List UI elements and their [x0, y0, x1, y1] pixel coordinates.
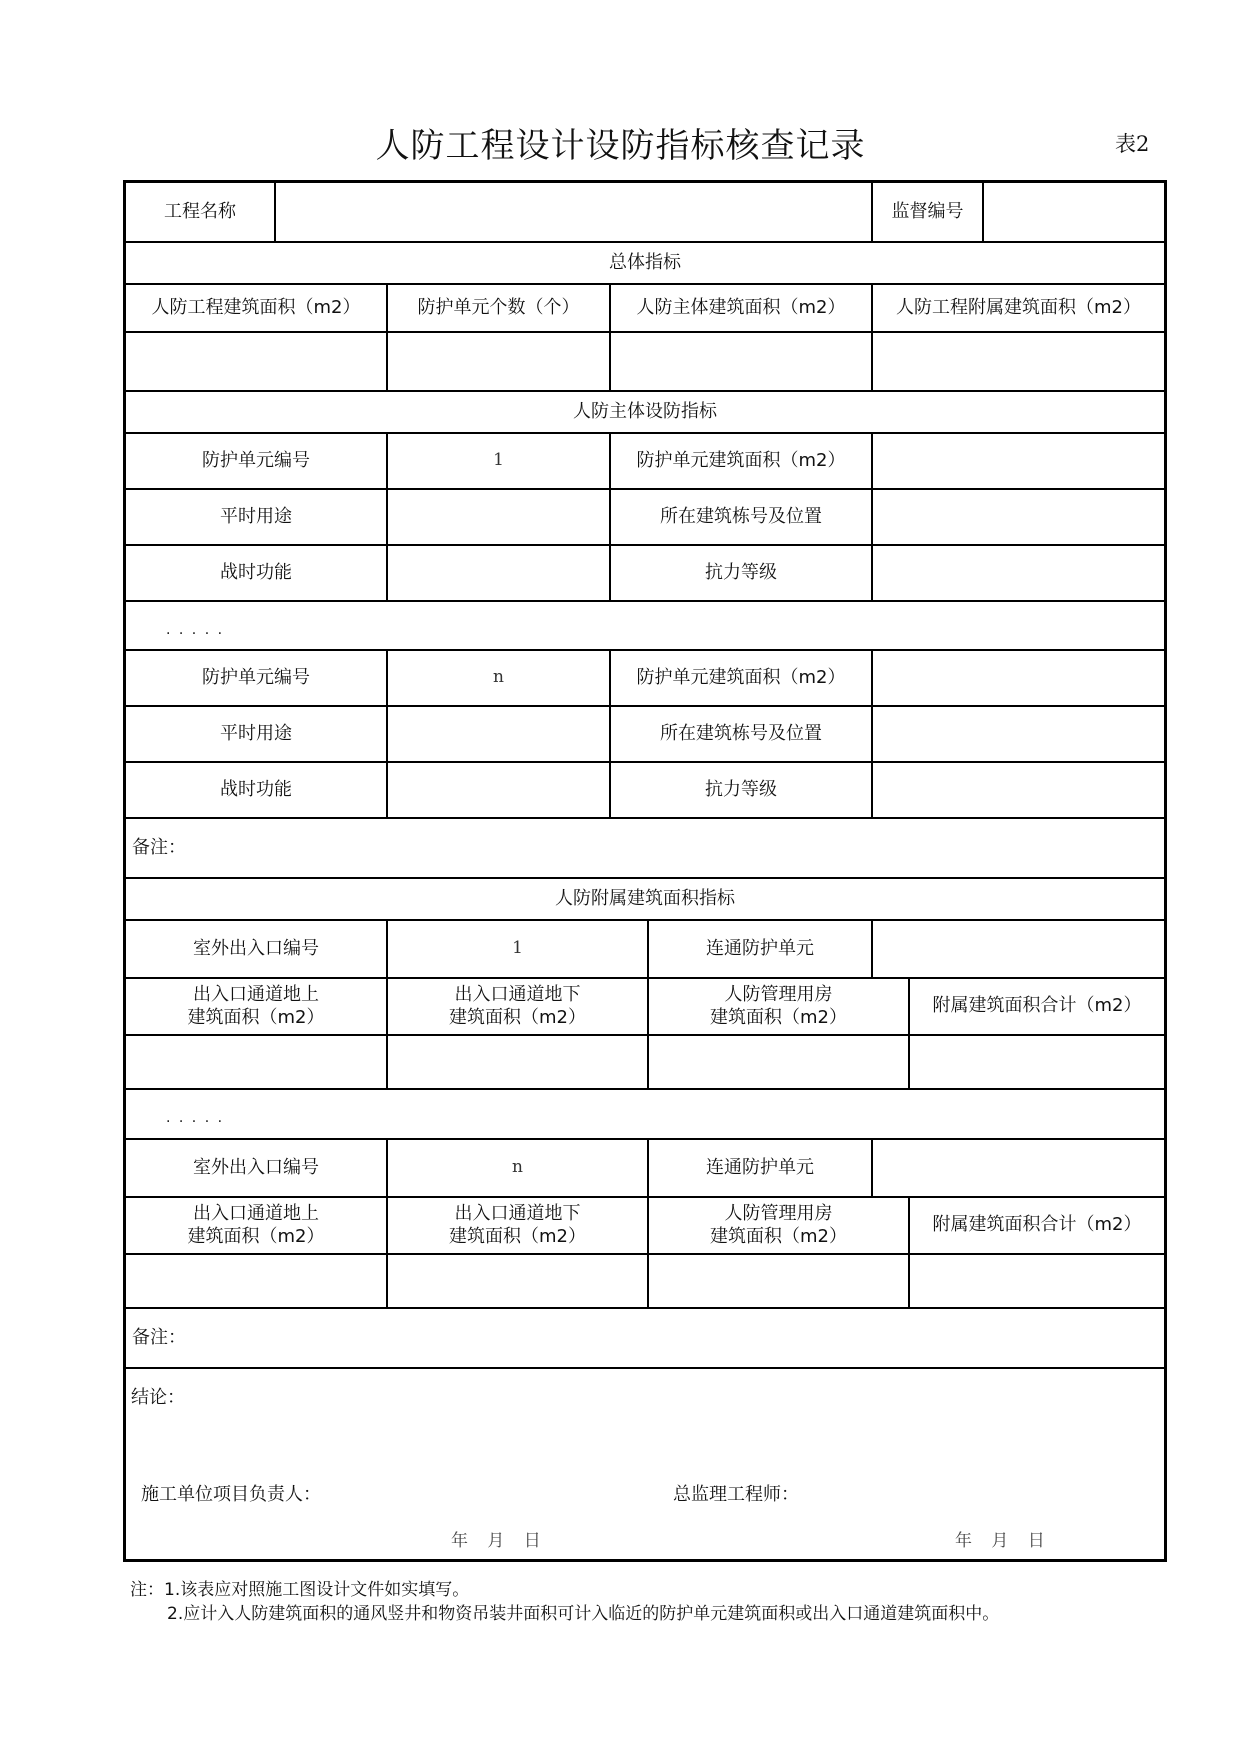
unit-row-use	[126, 490, 1164, 546]
col-mgmt-area-line1: 人防管理用房	[724, 984, 833, 1005]
col-below-area	[388, 979, 649, 1034]
conclusion-label: 结论：	[131, 1387, 185, 1408]
wartime-function-field[interactable]	[388, 546, 611, 600]
peacetime-use-field[interactable]	[388, 490, 611, 544]
building-location-field[interactable]	[873, 707, 1164, 761]
col-below-area-line1: 出入口通道地下	[454, 1203, 581, 1224]
peacetime-use-label: 平时用途	[126, 490, 388, 544]
main-section-row	[126, 392, 1164, 434]
aux-section-title: 人防附属建筑面积指标	[555, 887, 735, 909]
unit-row-function	[126, 763, 1164, 819]
entrance-no-value[interactable]: 1	[388, 921, 649, 977]
unit-area-field[interactable]	[873, 434, 1164, 488]
aux-section-row	[126, 879, 1164, 921]
unit-ellipsis-row	[126, 602, 1164, 651]
below-area-field[interactable]	[388, 1255, 649, 1307]
col-below-area	[388, 1198, 649, 1253]
overall-section-title: 总体指标	[609, 251, 681, 273]
resistance-grade-label: 抗力等级	[611, 763, 873, 817]
footnote-2: 2.应计入人防建筑面积的通风竖井和物资吊装井面积可计入临近的防护单元建筑面积或出入口通道建筑面积中。	[167, 1604, 1000, 1624]
supervisor-date: 年 月 日	[955, 1531, 1045, 1551]
connected-unit-label: 连通防护单元	[649, 921, 873, 977]
peacetime-use-field[interactable]	[388, 707, 611, 761]
col-total-area: 附属建筑面积合计（m2）	[932, 995, 1142, 1017]
resistance-grade-field[interactable]	[873, 763, 1164, 817]
building-location-field[interactable]	[873, 490, 1164, 544]
above-area-field[interactable]	[126, 1255, 388, 1307]
project-name-field[interactable]	[276, 183, 873, 241]
mgmt-area-field[interactable]	[649, 1036, 910, 1088]
overall-main-area-field[interactable]	[611, 333, 873, 390]
peacetime-use-label: 平时用途	[126, 707, 388, 761]
document-title: 人防工程设计设防指标核查记录	[375, 126, 866, 166]
entrance-no-label: 室外出入口编号	[126, 921, 388, 977]
overall-section-row	[126, 243, 1164, 285]
col-above-area-line2: 建筑面积（m2）	[187, 1006, 325, 1028]
header-row	[126, 183, 1164, 243]
ellipsis: . . . . .	[166, 1110, 225, 1126]
building-location-label: 所在建筑栋号及位置	[611, 707, 873, 761]
wartime-function-label: 战时功能	[126, 546, 388, 600]
unit-no-label: 防护单元编号	[126, 434, 388, 488]
supervisor-signature-label: 总监理工程师：	[673, 1484, 799, 1505]
mgmt-area-field[interactable]	[649, 1255, 910, 1307]
above-area-field[interactable]	[126, 1036, 388, 1088]
resistance-grade-label: 抗力等级	[611, 546, 873, 600]
below-area-field[interactable]	[388, 1036, 649, 1088]
connected-unit-field[interactable]	[873, 921, 1164, 977]
col-mgmt-area-line2: 建筑面积（m2）	[710, 1225, 847, 1247]
col-above-area-line1: 出入口通道地上	[193, 984, 319, 1005]
record-form	[123, 180, 1167, 1562]
resistance-grade-field[interactable]	[873, 546, 1164, 600]
entrance-row	[126, 1140, 1164, 1198]
connected-unit-field[interactable]	[873, 1140, 1164, 1196]
entrance-no-label: 室外出入口编号	[126, 1140, 388, 1196]
overall-col-unit-count: 防护单元个数（个）	[388, 285, 611, 331]
aux-header-row	[126, 1198, 1164, 1255]
overall-col-total-area: 人防工程建筑面积（m2）	[126, 285, 388, 331]
overall-header-row	[126, 285, 1164, 333]
overall-col-aux-area: 人防工程附属建筑面积（m2）	[896, 296, 1141, 318]
col-mgmt-area-line2: 建筑面积（m2）	[710, 1006, 847, 1028]
unit-no-label: 防护单元编号	[126, 651, 388, 705]
ellipsis: . . . . .	[166, 622, 225, 638]
entrance-row	[126, 921, 1164, 979]
aux-value-row	[126, 1036, 1164, 1090]
overall-value-row	[126, 333, 1164, 392]
aux-value-row	[126, 1255, 1164, 1309]
footnote-1: 注：1.该表应对照施工图设计文件如实填写。	[130, 1580, 470, 1600]
aux-remark-label: 备注：	[132, 1326, 186, 1348]
project-name-label: 工程名称	[126, 183, 276, 241]
unit-area-label: 防护单元建筑面积（m2）	[611, 434, 873, 488]
wartime-function-field[interactable]	[388, 763, 611, 817]
unit-area-label: 防护单元建筑面积（m2）	[611, 651, 873, 705]
unit-row-number	[126, 434, 1164, 490]
col-above-area	[126, 1198, 388, 1253]
overall-aux-area-field[interactable]	[873, 333, 1164, 390]
unit-row-use	[126, 707, 1164, 763]
col-above-area-line2: 建筑面积（m2）	[187, 1225, 325, 1247]
overall-col-main-area: 人防主体建筑面积（m2）	[611, 285, 873, 331]
conclusion-block[interactable]	[126, 1369, 1164, 1559]
supervision-no-label: 监督编号	[873, 183, 984, 241]
aux-remark-row[interactable]	[126, 1309, 1164, 1369]
col-below-area-line1: 出入口通道地下	[454, 984, 581, 1005]
unit-area-field[interactable]	[873, 651, 1164, 705]
main-remark-label: 备注：	[132, 836, 186, 858]
col-mgmt-area	[649, 1198, 910, 1253]
main-remark-row[interactable]	[126, 819, 1164, 879]
unit-row-number	[126, 651, 1164, 707]
overall-unit-count-field[interactable]	[388, 333, 611, 390]
total-area-field[interactable]	[910, 1255, 1164, 1307]
total-area-field[interactable]	[910, 1036, 1164, 1088]
col-below-area-line2: 建筑面积（m2）	[449, 1006, 586, 1028]
main-section-title: 人防主体设防指标	[573, 400, 717, 422]
aux-header-row	[126, 979, 1164, 1036]
aux-ellipsis-row	[126, 1090, 1164, 1140]
building-location-label: 所在建筑栋号及位置	[611, 490, 873, 544]
wartime-function-label: 战时功能	[126, 763, 388, 817]
supervision-no-field[interactable]	[984, 183, 1164, 241]
col-mgmt-area-line1: 人防管理用房	[724, 1203, 833, 1224]
entrance-no-value[interactable]: n	[388, 1140, 649, 1196]
unit-no-value[interactable]: 1	[388, 434, 611, 488]
overall-total-area-field[interactable]	[126, 333, 388, 390]
contractor-signature-label: 施工单位项目负责人：	[141, 1484, 321, 1505]
col-above-area-line1: 出入口通道地上	[193, 1203, 319, 1224]
col-above-area	[126, 979, 388, 1034]
connected-unit-label: 连通防护单元	[649, 1140, 873, 1196]
unit-no-value[interactable]: n	[388, 651, 611, 705]
contractor-date: 年 月 日	[451, 1531, 541, 1551]
unit-row-function	[126, 546, 1164, 602]
table-number: 表2	[1115, 132, 1150, 156]
col-total-area: 附属建筑面积合计（m2）	[932, 1214, 1142, 1236]
col-mgmt-area	[649, 979, 910, 1034]
col-below-area-line2: 建筑面积（m2）	[449, 1225, 586, 1247]
